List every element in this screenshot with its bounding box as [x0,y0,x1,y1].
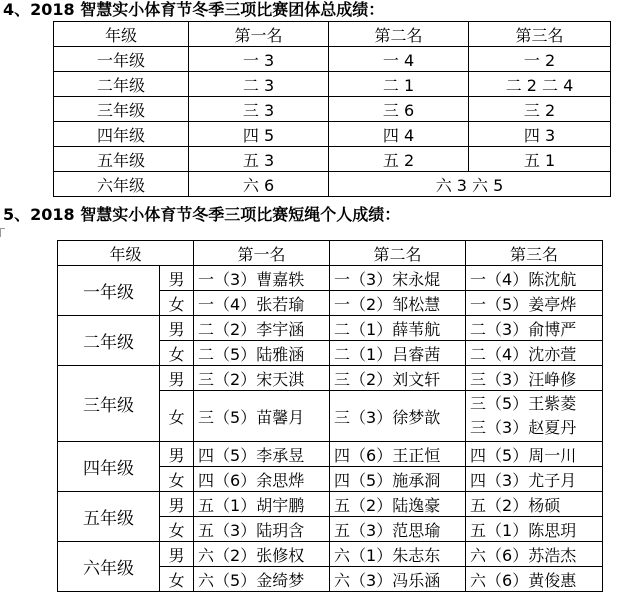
team-results-table [53,21,611,197]
header-third: 第三名 [466,241,603,266]
third-place-cell: 二（4）沈亦萱 [466,341,603,366]
second-place-cell: 三（3）徐梦歆 [330,391,466,442]
third-place-cell: 一（5）姜亭烨 [466,291,603,316]
third-place-cell: 一 2 [469,47,611,72]
first-place-cell: 五（1）胡宇鹏 [194,492,330,517]
gender-cell: 男 [160,366,194,391]
first-place-cell: 一（4）张若瑜 [194,291,330,316]
team-results-heading: 4、2018 智慧实小体育节冬季三项比赛团体总成绩： [3,0,385,19]
gender-cell: 女 [160,467,194,492]
individual-results-table [57,240,603,592]
first-place-cell: 六（2）张修权 [194,542,330,567]
first-place-cell: 二（2）李宇涵 [194,316,330,341]
table-row [54,172,611,197]
second-place-cell: 二 1 [329,72,469,97]
grade-cell: 三年级 [54,97,189,122]
second-place-cell: 五 2 [329,147,469,172]
first-place-cell: 三（5）苗馨月 [194,391,330,442]
second-place-cell: 五（2）陆逸豪 [330,492,466,517]
third-place-cell: 一（4）陈沈航 [466,266,603,291]
first-place-cell: 三（2）宋天淇 [194,366,330,391]
table-row [54,47,611,72]
table-row [58,366,603,391]
third-place-cell: 二（3）俞博严 [466,316,603,341]
grade-cell: 一年级 [54,47,189,72]
first-place-cell: 四 5 [189,122,329,147]
second-place-cell: 三 6 [329,97,469,122]
grade-cell: 三年级 [58,366,160,442]
gender-cell: 男 [160,316,194,341]
second-place-cell: 一 4 [329,47,469,72]
grade-cell: 五年级 [54,147,189,172]
second-place-cell: 六（3）冯乐涵 [330,567,466,592]
grade-cell: 四年级 [54,122,189,147]
table-header-row [58,241,603,266]
third-place-cell: 四（5）周一川 [466,442,603,467]
third-place-cell: 三（3）汪峥修 [466,366,603,391]
second-place-cell: 四（6）王正恒 [330,442,466,467]
header-first: 第一名 [194,241,330,266]
second-place-cell: 四（5）施承浻 [330,467,466,492]
second-place-cell: 二（1）薛苇航 [330,316,466,341]
third-place-cell: 六（6）黄俊惠 [466,567,603,592]
third-place-cell [466,391,603,442]
merged-second-third-cell: 六 3 六 5 [329,172,611,197]
table-row [54,147,611,172]
first-place-cell: 四（6）余思烨 [194,467,330,492]
first-place-cell: 一 3 [189,47,329,72]
gender-cell: 男 [160,492,194,517]
first-place-cell: 二（5）陆雅涵 [194,341,330,366]
table-row [58,266,603,291]
header-first: 第一名 [189,22,329,47]
gender-cell: 男 [160,442,194,467]
grade-cell: 二年级 [54,72,189,97]
header-grade: 年级 [58,241,194,266]
table-header-row [54,22,611,47]
gender-cell: 女 [160,341,194,366]
third-place-cell: 五（1）陈思玥 [466,517,603,542]
gender-cell: 女 [160,391,194,442]
table-row [54,122,611,147]
second-place-cell: 一（3）宋永焜 [330,266,466,291]
grade-cell: 二年级 [58,316,160,366]
second-place-cell: 五（3）范思瑜 [330,517,466,542]
grade-cell: 六年级 [58,542,160,592]
table-row [58,492,603,517]
header-second: 第二名 [329,22,469,47]
third-place-cell: 五（2）杨硕 [466,492,603,517]
grade-cell: 一年级 [58,266,160,316]
header-grade: 年级 [54,22,189,47]
second-place-cell: 一（2）邹松慧 [330,291,466,316]
first-place-cell: 五 3 [189,147,329,172]
first-place-cell: 三 3 [189,97,329,122]
first-place-cell: 五（3）陆玥含 [194,517,330,542]
table-row [54,97,611,122]
gender-cell: 女 [160,567,194,592]
third-place-cell: 四 3 [469,122,611,147]
paragraph-mark [0,228,5,237]
first-place-cell: 四（5）李承昱 [194,442,330,467]
third-place-cell: 四（3）尤子月 [466,467,603,492]
gender-cell: 男 [160,542,194,567]
grade-cell: 五年级 [58,492,160,542]
grade-cell: 四年级 [58,442,160,492]
second-place-cell: 三（2）刘文轩 [330,366,466,391]
table-row [58,542,603,567]
second-place-cell: 四 4 [329,122,469,147]
third-place-cell: 三 2 [469,97,611,122]
first-place-cell: 六（5）金绮梦 [194,567,330,592]
second-place-cell: 六（1）朱志东 [330,542,466,567]
third-place-cell: 二 2 二 4 [469,72,611,97]
grade-cell: 六年级 [54,172,189,197]
first-place-cell: 六 6 [189,172,329,197]
header-second: 第二名 [330,241,466,266]
third-place-cell: 六（6）苏浩杰 [466,542,603,567]
third-place-name: 三（3）赵夏丹 [470,418,577,437]
table-row [58,316,603,341]
first-place-cell: 二 3 [189,72,329,97]
third-place-name: 三（5）王紫菱 [470,394,577,413]
table-row [58,442,603,467]
second-place-cell: 二（1）吕睿茜 [330,341,466,366]
third-place-cell: 五 1 [469,147,611,172]
gender-cell: 女 [160,291,194,316]
header-third: 第三名 [469,22,611,47]
gender-cell: 男 [160,266,194,291]
table-row [54,72,611,97]
gender-cell: 女 [160,517,194,542]
individual-results-heading: 5、2018 智慧实小体育节冬季三项比赛短绳个人成绩： [3,205,401,224]
first-place-cell: 一（3）曹嘉轶 [194,266,330,291]
